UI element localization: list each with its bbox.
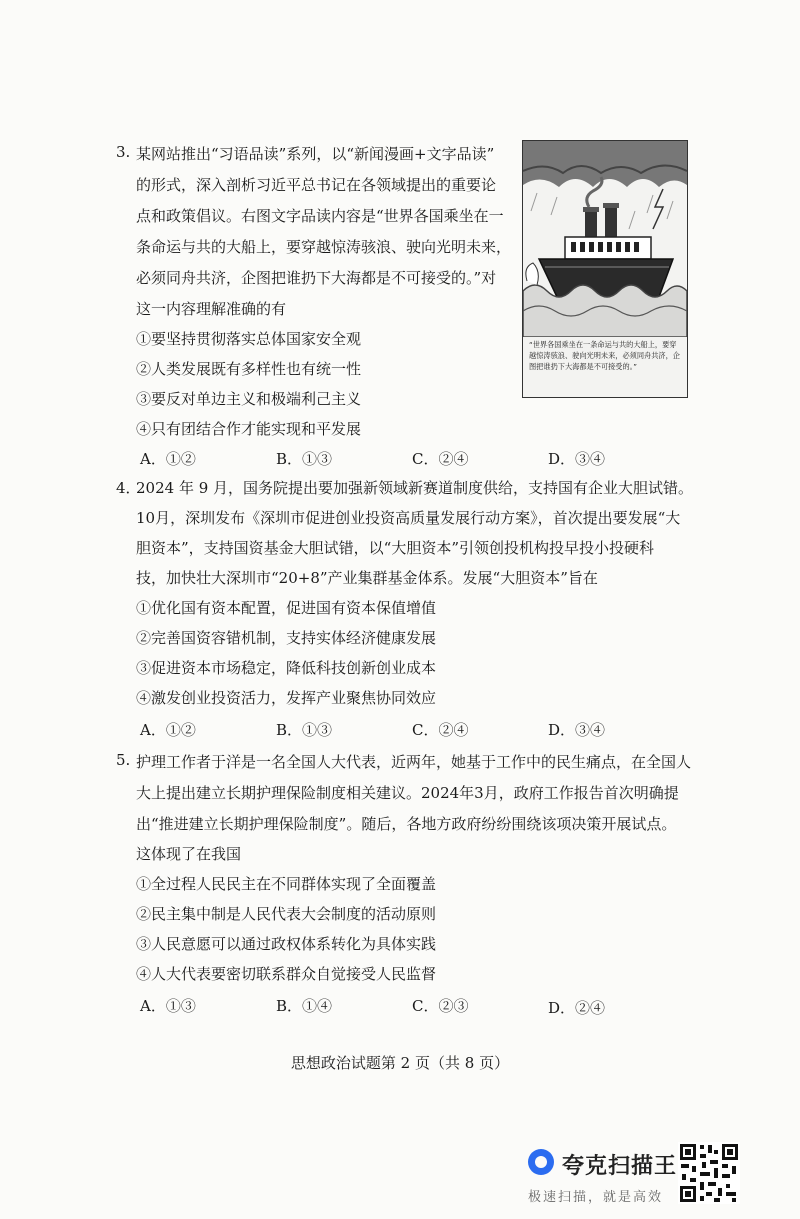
question-5-statement-3: ③人民意愿可以通过政权体系转化为具体实践 [136,935,437,953]
question-3-option-c: C．②④ [412,450,469,468]
scanner-brand: 夸克扫描王 [562,1154,678,1179]
ship-illustration [523,141,687,337]
question-4-statement-1: ①优化国有资本配置，促进国有资本保值增值 [136,599,437,617]
question-3-statement-4: ④只有团结合作才能实现和平发展 [136,420,362,438]
question-5-option-c: C．②③ [412,997,469,1015]
question-4-option-c: C．②④ [412,721,469,739]
question-5-statement-4: ④人大代表要密切联系群众自觉接受人民监督 [136,965,437,983]
question-3-line-3: 点和政策倡议。右图文字品读内容是“世界各国乘坐在一 [136,207,504,225]
question-3-line-5: 必须同舟共济，企图把谁扔下大海都是不可接受的。”对 [136,269,497,287]
question-5-statement-2: ②民主集中制是人民代表大会制度的活动原则 [136,905,437,923]
question-3-line-1: 某网站推出“习语品读”系列，以“新闻漫画+文字品读” [136,145,495,163]
question-4-line-4: 技，加快壮大深圳市“20+8”产业集群基金体系。发展“大胆资本”旨在 [136,569,598,587]
question-3-option-d: D．③④ [548,450,606,468]
page-footer: 思想政治试题第 2 页（共 8 页） [290,1054,510,1072]
question-4-line-1: 2024 年 9 月，国务院提出要加强新领域新赛道制度供给，支持国有企业大胆试错。 [136,479,694,497]
question-3-option-a: A．①② [140,450,196,468]
scanner-logo-icon [528,1149,554,1175]
news-cartoon [522,140,688,398]
cartoon-caption: “世界各国乘坐在一条命运与共的大船上，要穿越惊涛骇浪、驶向光明未来，必须同舟共济，企图把谁扔下大海都是不可接受的。” [529,340,680,371]
question-4-line-2: 10月，深圳发布《深圳市促进创业投资高质量发展行动方案》，首次提出要发展“大 [136,509,681,527]
question-4-option-d: D．③④ [548,721,606,739]
question-3-option-b: B．①③ [276,450,333,468]
question-4-option-a: A．①② [140,721,196,739]
question-3-statement-3: ③要反对单边主义和极端利己主义 [136,390,362,408]
question-4-statement-2: ②完善国资容错机制，支持实体经济健康发展 [136,629,437,647]
question-4-option-b: B．①③ [276,721,333,739]
question-5-line-1: 护理工作者于洋是一名全国人大代表，近两年，她基于工作中的民生痛点，在全国人 [136,753,692,771]
scanner-tagline: 极速扫描，就是高效 [528,1190,664,1205]
question-5-option-a: A．①③ [140,997,196,1015]
question-4-number: 4． [116,479,141,497]
question-5-line-4: 这体现了在我国 [136,845,242,863]
question-5-statement-1: ①全过程人民民主在不同群体实现了全面覆盖 [136,875,437,893]
question-5-option-d: D．②④ [548,999,606,1017]
question-4-statement-4: ④激发创业投资活力，发挥产业聚焦协同效应 [136,689,437,707]
question-5-option-b: B．①④ [276,997,333,1015]
question-3-line-6: 这一内容理解准确的有 [136,300,287,318]
question-3-line-4: 条命运与共的大船上，要穿越惊涛骇浪、驶向光明未来， [136,238,512,256]
question-5-number: 5. [116,751,131,769]
qr-code-icon [678,1142,740,1204]
question-3-statement-1: ①要坚持贯彻落实总体国家安全观 [136,330,362,348]
question-4-statement-3: ③促进资本市场稳定，降低科技创新创业成本 [136,659,437,677]
question-5-line-2: 大上提出建立长期护理保险制度相关建议。2024年3月，政府工作报告首次明确提 [136,784,679,802]
question-3-number: 3. [116,143,131,161]
question-3-line-2: 的形式，深入剖析习近平总书记在各领域提出的重要论 [136,176,497,194]
question-3-statement-2: ②人类发展既有多样性也有统一性 [136,360,362,378]
question-5-line-3: 出“推进建立长期护理保险制度”。随后，各地方政府纷纷围绕该项决策开展试点。 [136,815,677,833]
question-4-line-3: 胆资本”，支持国资基金大胆试错，以“大胆资本”引领创投机构投早投小投硬科 [136,539,655,557]
